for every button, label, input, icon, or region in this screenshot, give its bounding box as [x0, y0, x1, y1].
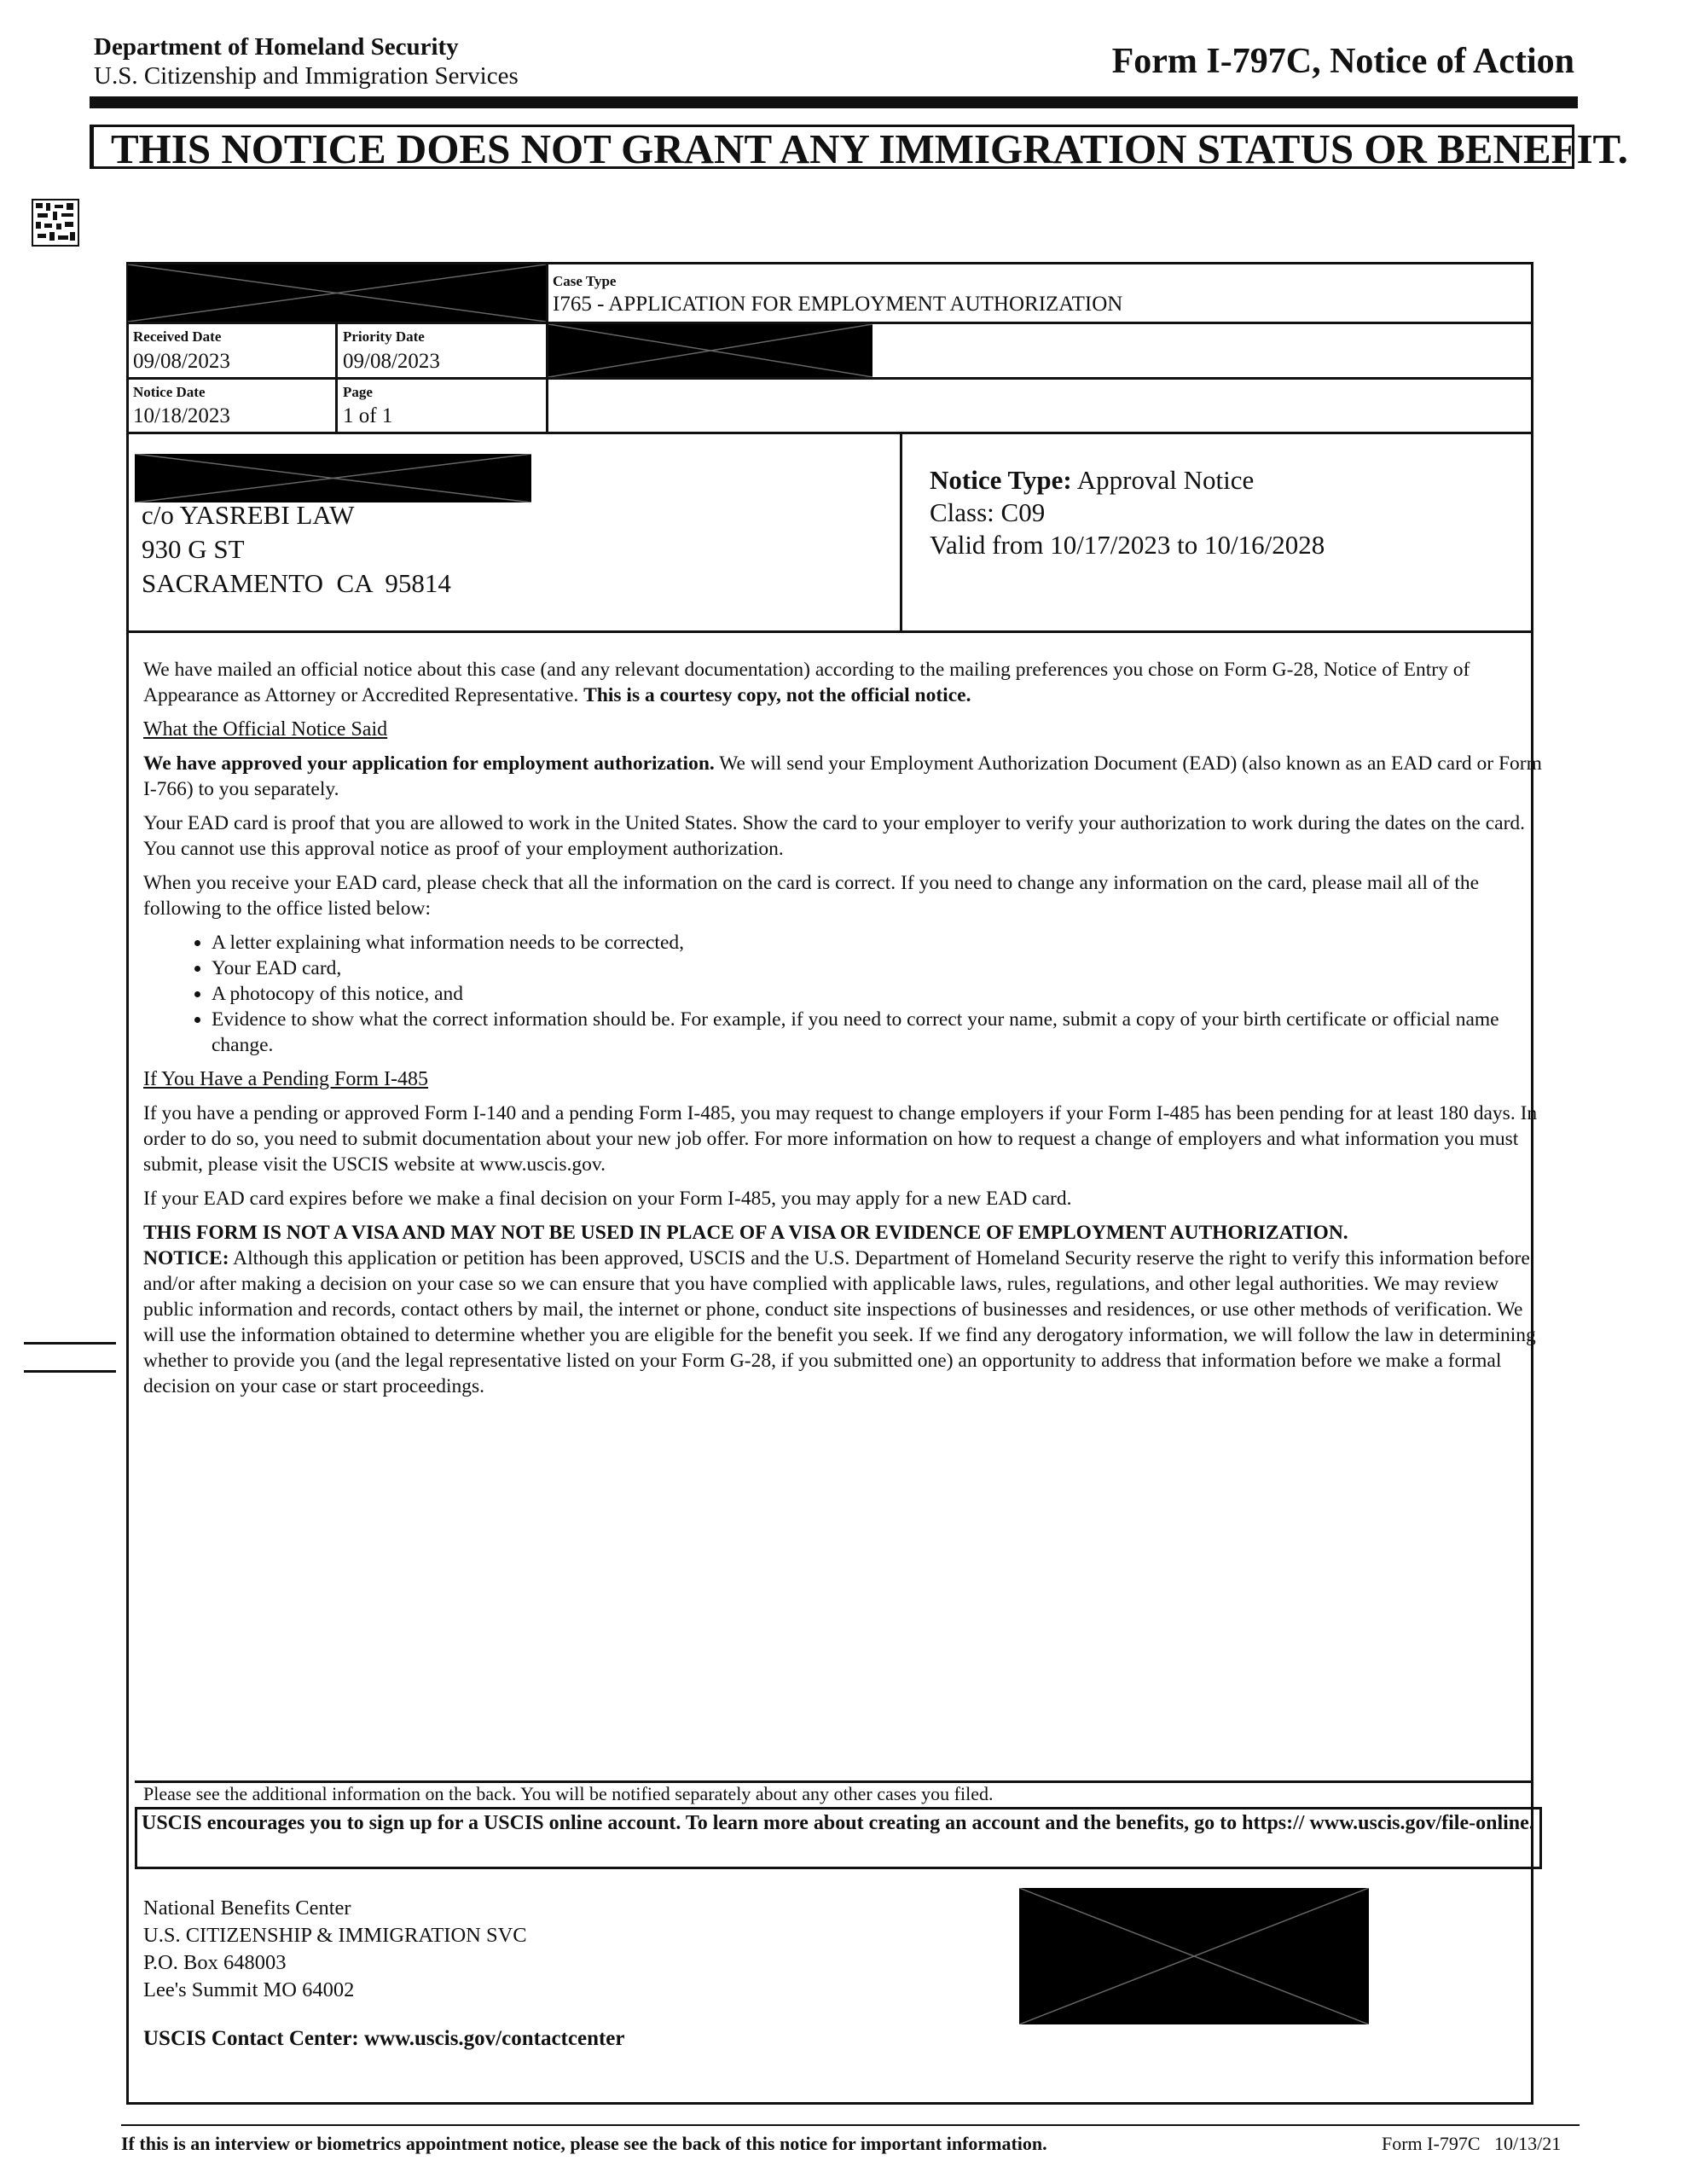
redacted-applicant-name	[135, 454, 531, 502]
page-label: Page	[343, 384, 373, 400]
notice-info	[930, 464, 1325, 561]
contact-center: USCIS Contact Center: www.uscis.gov/contactcenter	[143, 2027, 625, 2050]
form-title: Form I-797C, Notice of Action	[1111, 42, 1574, 81]
redacted-name	[128, 264, 546, 322]
case-type-label: Case Type	[553, 273, 617, 289]
redacted-barcode	[1019, 1888, 1369, 2024]
address-line: c/o YASREBI LAW	[142, 500, 355, 530]
notice-date-value: 10/18/2023	[133, 404, 230, 427]
appointment-note: If this is an interview or biometrics appointment notice, please see the back of this notice for important information.	[121, 2133, 1047, 2154]
body-paragraph: If your EAD card expires before we make a final decision on your Form I-485, you may apply for a new EAD card.	[143, 1188, 1072, 1210]
margin-mark	[24, 1370, 116, 1373]
agency-block	[94, 32, 519, 90]
see-back-note: Please see the additional information on the back. You will be notified separately about any other cases you filed.	[143, 1783, 994, 1804]
service-center-address	[143, 1895, 527, 2004]
received-date-label: Received Date	[133, 328, 222, 345]
approval-statement: We have approved your application for employment authorization.	[143, 752, 715, 775]
correction-list	[143, 930, 1542, 1058]
notice-type-value: Approval Notice	[1076, 465, 1255, 495]
body-paragraph: Your EAD card is proof that you are allowed to work in the United States. Show the card to your employer to verify your authorization to work during the dates on the card. You cannot use this approval notice as proof of your employment authorization.	[143, 812, 1526, 860]
section-heading: What the Official Notice Said	[143, 718, 388, 741]
list-item: • A photocopy of this notice, and	[212, 981, 1542, 1007]
page-value: 1 of 1	[343, 404, 393, 427]
address-line: Lee's Summit MO 64002	[143, 1978, 355, 2001]
footer-rule	[121, 2124, 1580, 2126]
subagency-name: U.S. Citizenship and Immigration Services	[94, 62, 519, 90]
notice-body	[143, 657, 1542, 1399]
form-edition: Form I-797C 10/13/21	[1382, 2133, 1562, 2154]
section-heading: If You Have a Pending Form I-485	[143, 1068, 428, 1090]
list-item: • Your EAD card,	[212, 956, 1542, 981]
address-line: SACRAMENTO CA 95814	[142, 568, 451, 598]
list-item: • A letter explaining what information needs to be corrected,	[212, 930, 1542, 956]
body-paragraph: We will send your Employment Authorization Document (EAD) (also known as an EAD card or Form I-766) to you separately.	[143, 752, 1542, 800]
body-paragraph: We have mailed an official notice about this case (and any relevant documentation) according to the mailing preferences you chose on Form G-28, Notice of Entry of Appearance as Attorney or Accredited Representative.	[143, 659, 1470, 706]
priority-date-label: Priority Date	[343, 328, 425, 345]
notice-type-label: Notice Type:	[930, 465, 1072, 495]
case-type-value: I765 - APPLICATION FOR EMPLOYMENT AUTHORIZATION	[553, 293, 1123, 316]
status-banner: THIS NOTICE DOES NOT GRANT ANY IMMIGRATION STATUS OR BENEFIT.	[90, 125, 1574, 169]
barcode-icon	[31, 198, 80, 247]
address-line: P.O. Box 648003	[143, 1951, 287, 1974]
notice-label: NOTICE:	[143, 1247, 229, 1269]
list-item: • Evidence to show what the correct information should be. For example, if you need to correct your name, submit a copy of your birth certificate or official name change.	[212, 1007, 1542, 1058]
notice-validity: Valid from 10/17/2023 to 10/16/2028	[930, 530, 1325, 560]
notice-date-label: Notice Date	[133, 384, 206, 400]
online-account-note: USCIS encourages you to sign up for a USCIS online account. To learn more about creating an account and the benefits, go to https:// www.uscis.gov/file-online.	[142, 1812, 1534, 1834]
body-paragraph: When you receive your EAD card, please check that all the information on the card is correct. If you need to change any information on the card, please mail all of the following to the office listed below:	[143, 872, 1480, 920]
received-date-value: 09/08/2023	[133, 350, 230, 373]
priority-date-value: 09/08/2023	[343, 350, 440, 373]
verification-notice: Although this application or petition has been approved, USCIS and the U.S. Department of Homeland Security reserve the right to verify this information before and/or after making a decision on your case so we can ensure that you have complied with applicable laws, rules, regulations, and other legal authorities. We may review public information and records, contact others by mail, the internet or phone, conduct site inspections of businesses and residences, or use other methods of verification. We will use the information obtained to determine whether you are eligible for the benefit you seek. If we find any derogatory information, we will follow the law in determining whether to provide you (and the legal representative listed on your Form G-28, if you submitted one) an opportunity to address that information before we make a formal decision on your case or start proceedings.	[143, 1247, 1536, 1397]
mailing-address	[142, 498, 451, 601]
margin-mark	[24, 1342, 116, 1345]
redacted-receipt-number	[548, 324, 872, 377]
notice-class: Class: C09	[930, 497, 1046, 527]
address-line: National Benefits Center	[143, 1896, 351, 1920]
courtesy-copy-note: This is a courtesy copy, not the official notice.	[583, 684, 971, 706]
visa-warning: THIS FORM IS NOT A VISA AND MAY NOT BE USED IN PLACE OF A VISA OR EVIDENCE OF EMPLOYMENT AUTHORIZATION.	[143, 1222, 1348, 1244]
agency-name: Department of Homeland Security	[94, 33, 459, 61]
address-line: 930 G ST	[142, 534, 245, 564]
body-paragraph: If you have a pending or approved Form I-140 and a pending Form I-485, you may request to change employers if your Form I-485 has been pending for at least 180 days. In order to do so, you need to submit documentation about your new job offer. For more information on how to request a change of employers and what information you must submit, please visit the USCIS website at www.uscis.gov.	[143, 1102, 1538, 1176]
header-rule	[90, 96, 1578, 108]
address-line: U.S. CITIZENSHIP & IMMIGRATION SVC	[143, 1924, 527, 1947]
